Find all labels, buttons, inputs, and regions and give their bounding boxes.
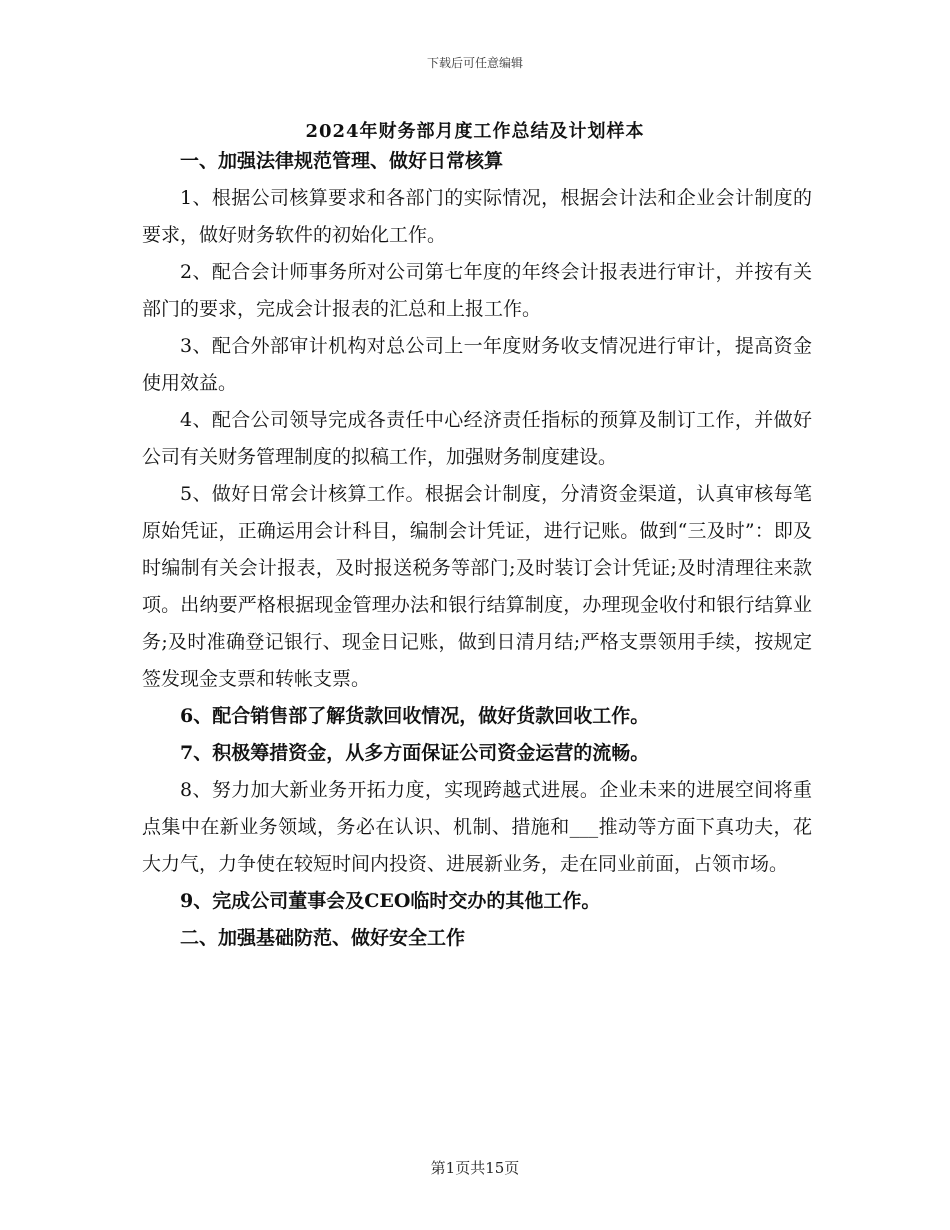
paragraph-6: 6、配合销售部了解货款回收情况，做好货款回收工作。 — [180, 705, 650, 727]
paragraph-9: 9、完成公司董事会及CEO临时交办的其他工作。 — [180, 890, 601, 912]
paragraph-1: 1、根据公司核算要求和各部门的实际情况，根据会计法和企业会计制度的要求，做好财务软件的初始化工作。 — [142, 187, 812, 246]
header-note: 下载后可任意编辑 — [426, 56, 523, 70]
paragraph-4: 4、配合公司领导完成各责任中心经济责任指标的预算及制订工作，并做好公司有关财务管理制度的拟稿工作，加强财务制度建设。 — [142, 409, 812, 468]
paragraph-8: 8、努力加大新业务开拓力度，实现跨越式进展。企业未来的进展空间将重点集中在新业务领域，务必在认识、机制、措施和___推动等方面下真功夫，花大力气，力争使在较短时间内投资、进展新业务，走在同业前面，占领市场。 — [142, 779, 812, 875]
paragraph-2: 2、配合会计师事务所对公司第七年度的年终会计报表进行审计，并按有关部门的要求，完成会计报表的汇总和上报工作。 — [142, 261, 812, 320]
section-heading-2: 二、加强基础防范、做好安全工作 — [180, 927, 466, 949]
section-heading-1: 一、加强法律规范管理、做好日常核算 — [180, 150, 504, 172]
document-title: 2024年财务部月度工作总结及计划样本 — [305, 121, 645, 142]
paragraph-7: 7、积极筹措资金，从多方面保证公司资金运营的流畅。 — [180, 742, 650, 764]
paragraph-3: 3、配合外部审计机构对总公司上一年度财务收支情况进行审计，提高资金使用效益。 — [142, 335, 812, 394]
document-body — [142, 143, 812, 957]
paragraph-5: 5、做好日常会计核算工作。根据会计制度，分清资金渠道，认真审核每笔原始凭证，正确运用会计科目，编制会计凭证，进行记账。做到“三及时”：即及时编制有关会计报表，及时报送税务等部门;及时装订会计凭证;及时清理往来款项。出纳要严格根据现金管理办法和银行结算制度，办理现金收付和银行结算业务;及时准确登记银行、现金日记账，做到日清月结;严格支票领用手续，按规定签发现金支票和转帐支票。 — [142, 483, 812, 690]
page-footer: 第1页共15页 — [430, 1159, 520, 1177]
